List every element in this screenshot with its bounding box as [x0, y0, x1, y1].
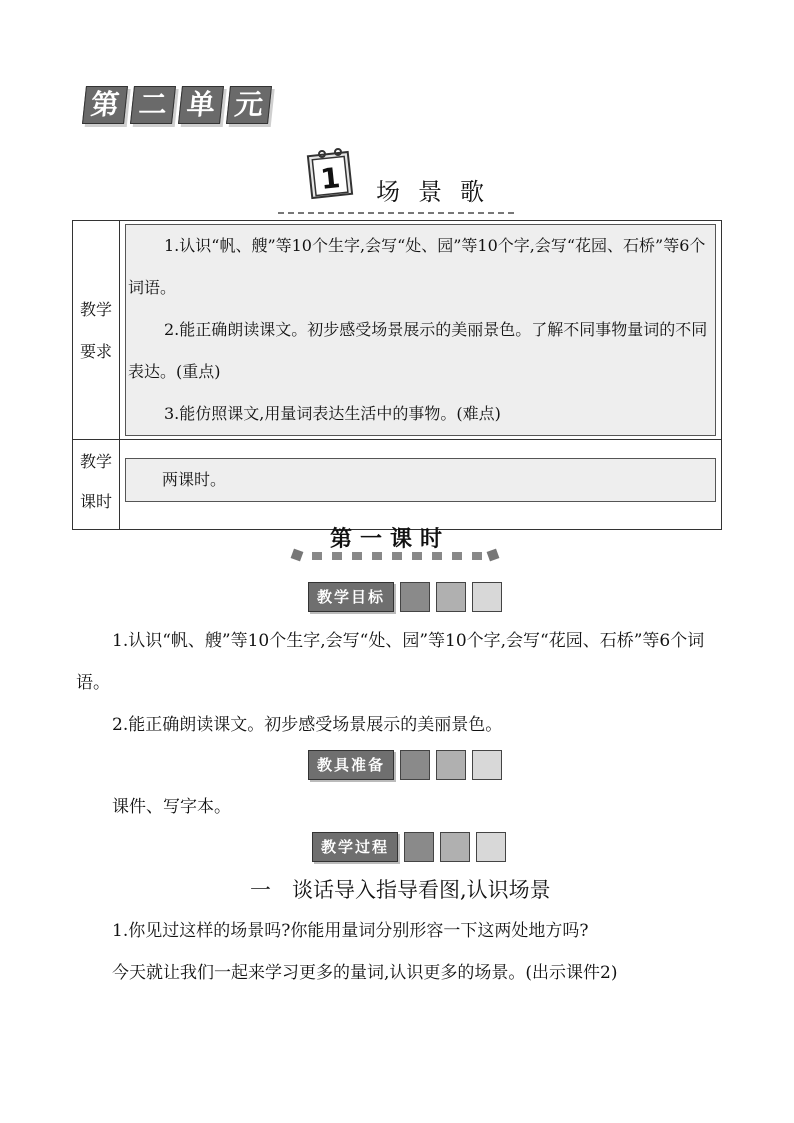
time-content-cell: [120, 440, 722, 530]
time-label-cell: [73, 440, 120, 530]
objectives-label: [308, 582, 502, 612]
time-label-line: 教学: [79, 452, 112, 471]
title-underline: [278, 212, 514, 214]
square-icon: [400, 582, 430, 612]
tools-label: [308, 750, 502, 780]
objectives-tag: 教学目标: [308, 582, 394, 612]
unit-char: 二: [130, 86, 176, 124]
square-icon: [436, 750, 466, 780]
objectives-body: [76, 620, 722, 746]
process-line: 1.你见过这样的场景吗?你能用量词分别形容一下这两处地方吗?: [112, 921, 589, 941]
square-icon: [472, 582, 502, 612]
square-icon: [400, 750, 430, 780]
step-title: 一 谈话导入指导看图,认识场景: [250, 878, 551, 902]
objective-item: 1.认识“帆、艘”等10个生字,会写“处、园”等10个字,会写“花园、石桥”等6个词语。: [76, 631, 705, 693]
objective-item: 2.能正确朗读课文。初步感受场景展示的美丽景色。: [112, 715, 503, 735]
tools-text: 课件、写字本。: [112, 797, 231, 817]
section-decoration: [290, 548, 500, 564]
square-icon: [472, 750, 502, 780]
process-tag: 教学过程: [312, 832, 398, 862]
requirements-table: [72, 220, 722, 530]
process-line: 今天就让我们一起来学习更多的量词,认识更多的场景。(出示课件2): [112, 963, 618, 983]
time-label-line: 课时: [79, 492, 112, 511]
process-body: [112, 910, 722, 994]
req-label-cell: [73, 221, 120, 440]
req-item: 1.认识“帆、艘”等10个生字,会写“处、园”等10个字,会写“花园、石桥”等6个词语。: [128, 236, 706, 297]
tools-body: [112, 786, 231, 828]
req-content-box: [125, 224, 716, 436]
req-content-cell: [120, 221, 722, 440]
lesson-title: 场景歌: [376, 178, 502, 206]
lesson-number: 1: [318, 161, 342, 196]
square-icon: [476, 832, 506, 862]
section-title: 第一课时: [330, 527, 451, 552]
square-icon: [440, 832, 470, 862]
square-icon: [404, 832, 434, 862]
req-label-line: 教学: [79, 300, 112, 319]
unit-char: 元: [226, 86, 272, 124]
calendar-icon: [306, 146, 354, 200]
unit-char: 第: [82, 86, 128, 124]
req-item: 2.能正确朗读课文。初步感受场景展示的美丽景色。了解不同事物量词的不同表达。(重点): [128, 320, 708, 381]
req-label-line: 要求: [79, 342, 112, 361]
unit-banner: [84, 86, 276, 124]
time-value: 两课时。: [162, 470, 227, 489]
req-item: 3.能仿照课文,用量词表达生活中的事物。(难点): [164, 404, 501, 423]
tools-tag: 教具准备: [308, 750, 394, 780]
process-label: [312, 832, 506, 862]
unit-char: 单: [178, 86, 224, 124]
square-icon: [436, 582, 466, 612]
time-content-box: [125, 458, 716, 502]
